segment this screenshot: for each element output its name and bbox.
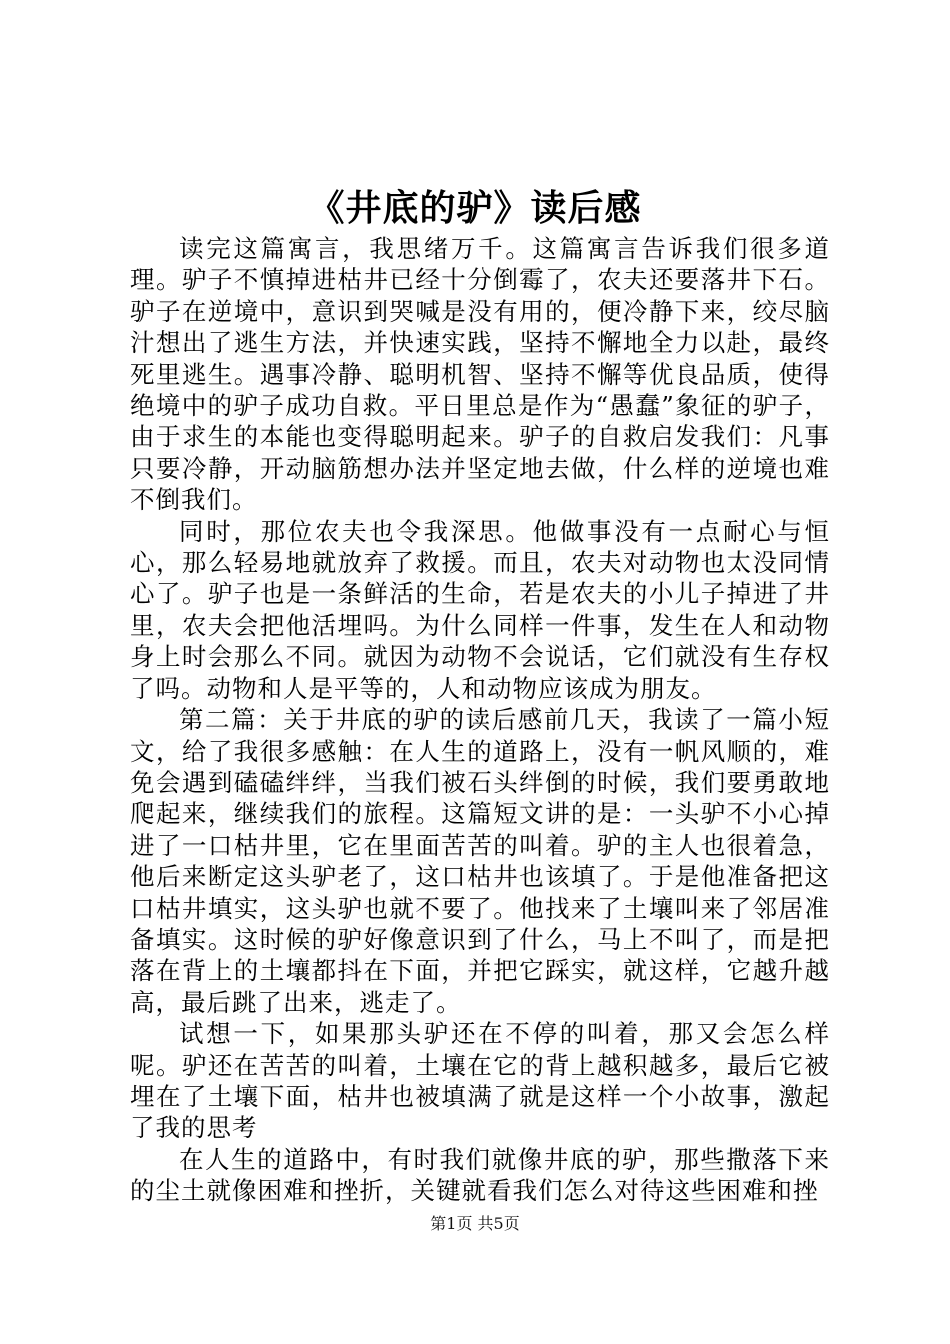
document-body [130,233,830,1207]
paragraph: 同时，那位农夫也令我深思。他做事没有一点耐心与恒心，那么轻易地就放弃了救援。而且，农夫对动物也太没同情心了。驴子也是一条鲜活的生命，若是农夫的小儿子掉进了井里，农夫会把他活埋吗。为什么同样一件事，发生在人和动物身上时会那么不同。就因为动物不会说话，它们就没有生存权了吗。动物和人是平等的，人和动物应该成为朋友。 [130,516,830,703]
page-footer: 第1页 共5页 [430,1214,520,1233]
paragraph: 试想一下，如果那头驴还在不停的叫着，那又会怎么样呢。驴还在苦苦的叫着，土壤在它的背上越积越多，最后它被埋在了土壤下面，枯井也被填满了就是这样一个小故事，激起了我的思考 [130,1019,830,1143]
document-title: 《井底的驴》读后感 [308,187,642,229]
paragraph: 读完这篇寓言，我思绪万千。这篇寓言告诉我们很多道理。驴子不慎掉进枯井已经十分倒霉了，农夫还要落井下石。驴子在逆境中，意识到哭喊是没有用的，便冷静下来，绞尽脑汁想出了逃生方法，并快速实践，坚持不懈地全力以赴，最终死里逃生。遇事冷静、聪明机智、坚持不懈等优良品质，使得绝境中的驴子成功自救。平日里总是作为“愚蠢”象征的驴子，由于求生的本能也变得聪明起来。驴子的自救启发我们：凡事只要冷静，开动脑筋想办法并坚定地去做，什么样的逆境也难不倒我们。 [130,234,830,515]
paragraph: 第二篇：关于井底的驴的读后感前几天，我读了一篇小短文，给了我很多感触：在人生的道路上，没有一帆风顺的，难免会遇到磕磕绊绊，当我们被石头绊倒的时候，我们要勇敢地爬起来，继续我们的旅程。这篇短文讲的是：一头驴不小心掉进了一口枯井里，它在里面苦苦的叫着。驴的主人也很着急，他后来断定这头驴老了，这口枯井也该填了。于是他准备把这口枯井填实，这头驴也就不要了。他找来了土壤叫来了邻居准备填实。这时候的驴好像意识到了什么，马上不叫了，而是把落在背上的土壤都抖在下面，并把它踩实，就这样，它越升越高，最后跳了出来，逃走了。 [130,705,830,1017]
paragraph: 在人生的道路中，有时我们就像井底的驴，那些撒落下来的尘土就像困难和挫折，关键就看我们怎么对待这些困难和挫 [130,1144,830,1206]
